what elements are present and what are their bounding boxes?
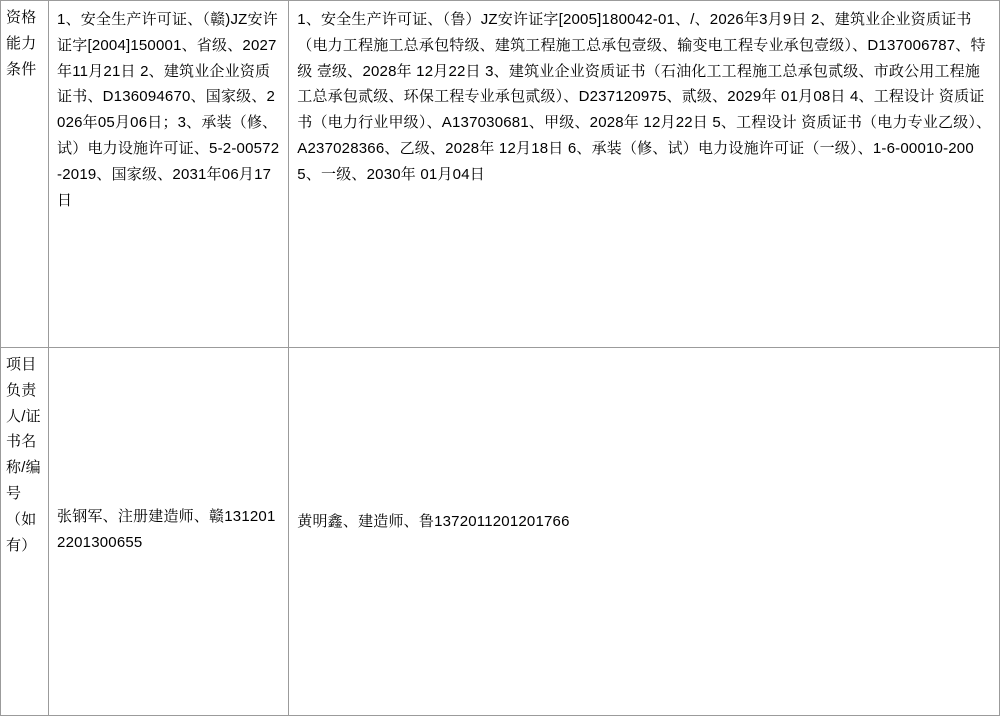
project-manager-bidder-a-cell — [49, 348, 289, 716]
qualification-bidder-a-text: 1、安全生产许可证、（赣)JZ安许证字[2004]150001、省级、2027年11月21日 2、建筑业企业资质证书、D136094670、国家级、2026年05月06日；3、承装（修、试）电力设施许可证、5-2-00572-2019、国家级、2031年06月17日 — [57, 11, 280, 209]
qualification-bidder-b-text: 1、安全生产许可证、（鲁）JZ安许证字[2005]180042-01、/、2026年3月9日 2、建筑业企业资质证书（电力工程施工总承包特级、建筑工程施工总承包壹级、输变电工程专业承包壹级）、D137006787、特级 壹级、2028年 12月22日 3、建筑业企业资质证书（石油化工工程施工总承包贰级、市政公用工程施工总承包贰级、环保工程专业承包贰级）、D237120975、贰级、2029年 01月08日 4、工程设计 资质证书（电力行业甲级）、A137030681、甲级、2028年 12月22日 5、工程设计 资质证书（电力专业乙级）、A237028366、乙级、2028年 12月18日 6、承装（修、试）电力设施许可证（一级）、1-6-00010-2005、一级、2030年 01月04日 — [297, 11, 992, 183]
row-label-project-manager: 项目负责人/证书名称/编号（如有） — [1, 348, 49, 716]
project-manager-bidder-b-cell — [289, 348, 1000, 716]
qualification-bidder-b-cell — [289, 1, 1000, 348]
table-row — [1, 348, 1000, 716]
project-manager-bidder-a-text: 张钢军、注册建造师、赣1312012201300655 — [57, 508, 276, 551]
table-row — [1, 1, 1000, 348]
qualification-bidder-a-cell — [49, 1, 289, 348]
row-label-qualification: 资格能力条件 — [1, 1, 49, 348]
project-manager-bidder-b-text: 黄明鑫、建造师、鲁1372011201201766 — [297, 513, 570, 530]
